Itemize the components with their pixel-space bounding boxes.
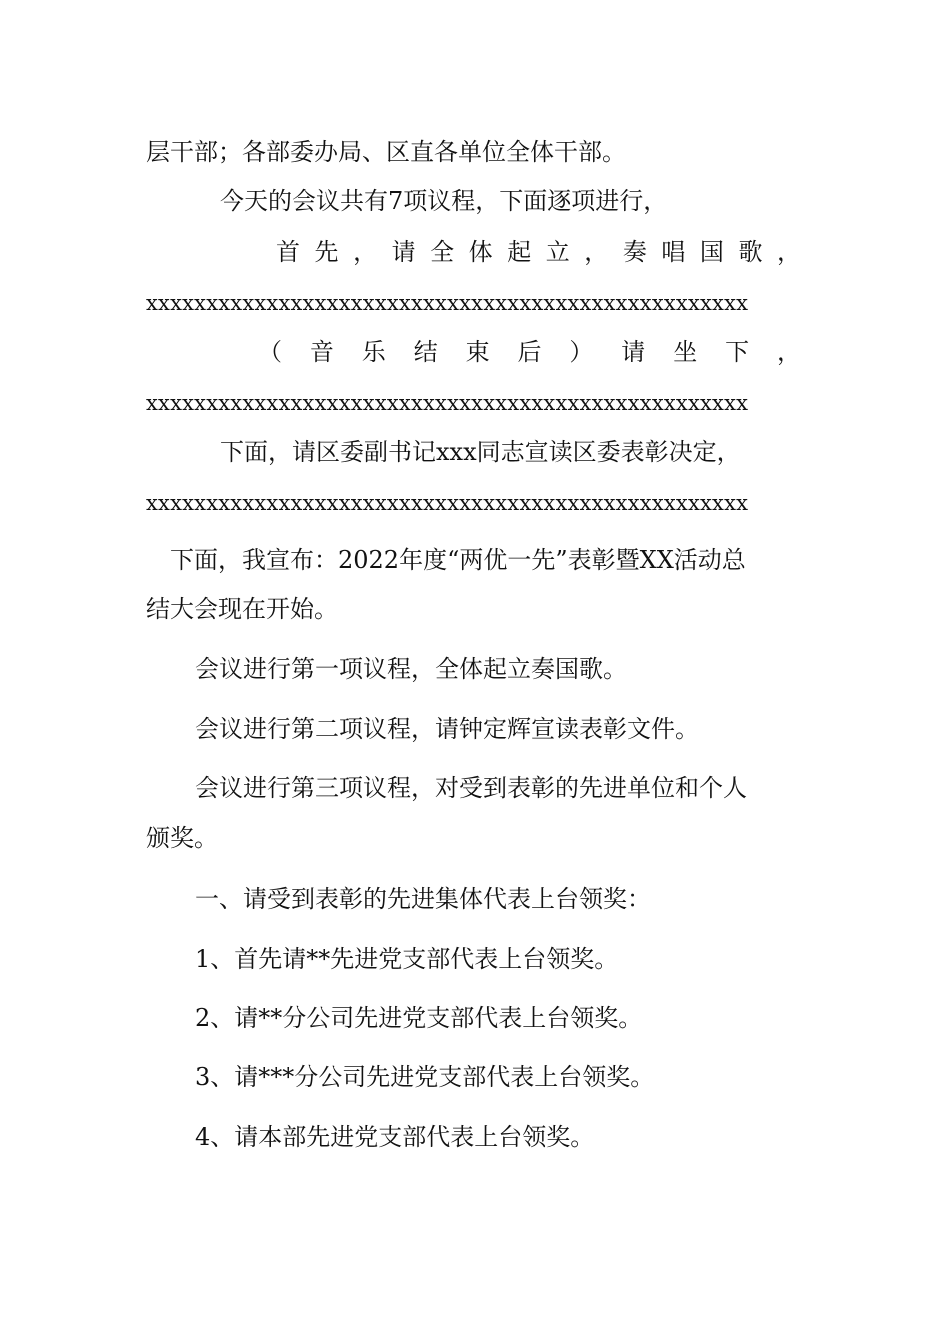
text-line: 层干部；各部委办局、区直各单位全体干部。	[146, 138, 626, 166]
text-line: 颁奖。	[146, 824, 218, 852]
text-line: 1、首先请**先进党支部代表上台领奖。	[195, 945, 619, 973]
text-line: 4、请本部先进党支部代表上台领奖。	[195, 1123, 595, 1151]
text-line: 会议进行第三项议程，对受到表彰的先进单位和个人	[195, 774, 747, 802]
text-line: 2、请**分公司先进党支部代表上台领奖。	[195, 1004, 643, 1032]
text-line: 会议进行第二项议程，请钟定辉宣读表彰文件。	[195, 715, 699, 743]
text-line: 3、请***分公司先进党支部代表上台领奖。	[195, 1063, 655, 1091]
text-line: xxxxxxxxxxxxxxxxxxxxxxxxxxxxxxxxxxxxxxxxxxxxxxxxxx	[146, 491, 749, 515]
text-line: 一、请受到表彰的先进集体代表上台领奖：	[195, 885, 651, 913]
text-line: （ 音 乐 结 束 后 ） 请 坐 下 ，	[258, 338, 801, 366]
text-line: xxxxxxxxxxxxxxxxxxxxxxxxxxxxxxxxxxxxxxxxxxxxxxxxxx	[146, 291, 749, 315]
text-line: 结大会现在开始。	[146, 595, 338, 623]
text-line: 下面，请区委副书记xxx同志宣读区委表彰决定，	[220, 438, 741, 466]
text-line: 下面，我宣布：2022年度“两优一先”表彰暨XX活动总	[170, 546, 746, 574]
text-line: 首 先 ， 请 全 体 起 立 ， 奏 唱 国 歌 ，	[276, 238, 801, 266]
text-line: 今天的会议共有7项议程，下面逐项进行，	[220, 187, 668, 215]
text-line: xxxxxxxxxxxxxxxxxxxxxxxxxxxxxxxxxxxxxxxxxxxxxxxxxx	[146, 391, 749, 415]
text-line: 会议进行第一项议程，全体起立奏国歌。	[195, 655, 627, 683]
